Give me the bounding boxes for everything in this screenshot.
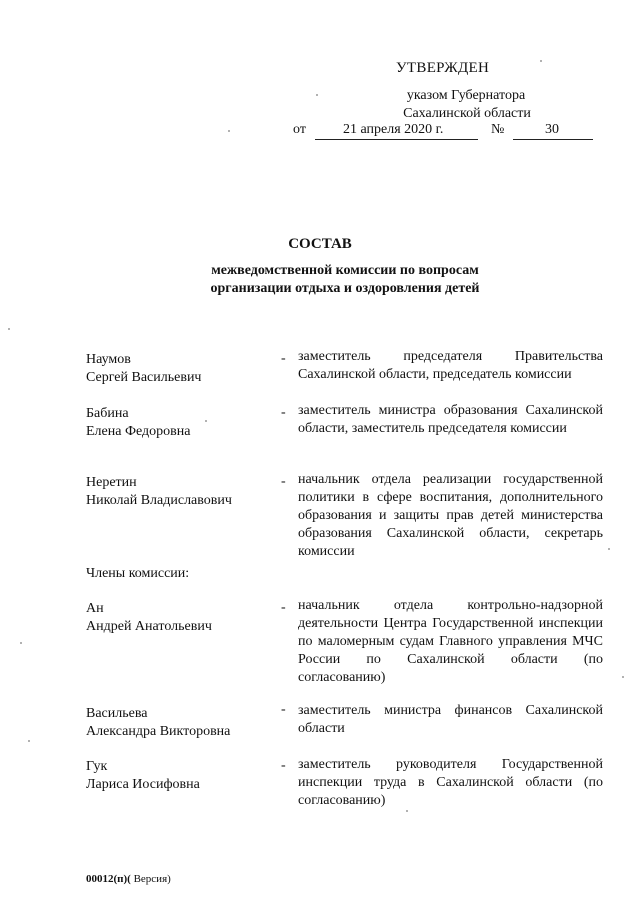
member-given-name: Александра Викторовна: [86, 724, 231, 739]
member-dash: -: [281, 702, 286, 717]
member-given-name: Андрей Анатольевич: [86, 619, 212, 634]
member-surname: Неретин: [86, 475, 137, 490]
member-dash: -: [281, 758, 286, 773]
member-name: [86, 351, 276, 387]
member-given-name: Николай Владиславович: [86, 493, 232, 508]
footer-version: Версия): [130, 873, 171, 885]
member-role: заместитель руководителя Государственной инспекции труда в Сахалинской области (по согласованию): [298, 757, 603, 808]
approval-region-line: Сахалинской области: [403, 106, 531, 121]
footer-code: 00012(п)(: [86, 873, 131, 885]
scan-speck: [406, 810, 408, 812]
member-dash: -: [281, 405, 286, 420]
scan-speck: [316, 94, 318, 96]
approval-number: 30: [545, 122, 559, 137]
approval-date: 21 апреля 2020 г.: [343, 122, 444, 137]
scan-speck: [608, 548, 610, 550]
scan-speck: [205, 420, 207, 422]
member-role: заместитель министра финансов Сахалинской области: [298, 703, 603, 736]
from-label: от: [293, 122, 306, 137]
member-surname: Ан: [86, 601, 104, 616]
subtitle-line-2: организации отдыха и оздоровления детей: [210, 281, 480, 296]
member-surname: Наумов: [86, 352, 131, 367]
member-given-name: Елена Федоровна: [86, 424, 191, 439]
member-dash: -: [281, 600, 286, 615]
member-dash: -: [281, 474, 286, 489]
approval-title: УТВЕРЖДЕН: [396, 60, 490, 76]
member-name: [86, 474, 276, 510]
member-role: начальник отдела реализации государственной политики в сфере воспитания, дополнительного образования и защиты прав детей министерства образования Сахалинской области, секретарь комиссии: [298, 472, 603, 559]
member-name: [86, 705, 276, 741]
member-name: [86, 600, 276, 636]
member-surname: Васильева: [86, 706, 148, 721]
document-footer-code: [86, 873, 171, 885]
scan-speck: [540, 60, 542, 62]
approval-decree-line: указом Губернатора: [406, 88, 526, 103]
scan-speck: [622, 676, 624, 678]
scan-speck: [228, 130, 230, 132]
number-label: №: [491, 122, 505, 137]
member-role: заместитель председателя Правительства Сахалинской области, председатель комиссии: [298, 349, 603, 382]
member-role: заместитель министра образования Сахалинской области, заместитель председателя комиссии: [298, 403, 603, 436]
member-role: начальник отдела контрольно-надзорной деятельности Центра Государственной инспекции по маломерным судам Главного управления МЧС России по Сахалинской области (по согласованию): [298, 598, 603, 685]
member-surname: Гук: [86, 759, 108, 774]
document-title: СОСТАВ: [288, 236, 352, 252]
member-given-name: Лариса Иосифовна: [86, 777, 200, 792]
members-section-label: Члены комиссии:: [86, 566, 190, 581]
member-name: [86, 758, 276, 794]
member-name: [86, 405, 276, 441]
approval-date-row: [293, 122, 603, 140]
scan-speck: [8, 328, 10, 330]
scan-speck: [28, 740, 30, 742]
member-given-name: Сергей Васильевич: [86, 370, 202, 385]
member-surname: Бабина: [86, 406, 129, 421]
member-dash: -: [281, 351, 286, 366]
subtitle-line-1: межведомственной комиссии по вопросам: [211, 263, 479, 278]
document-subtitle: [180, 262, 510, 298]
date-underline: [315, 122, 478, 140]
number-underline: [513, 122, 593, 140]
scan-speck: [20, 642, 22, 644]
